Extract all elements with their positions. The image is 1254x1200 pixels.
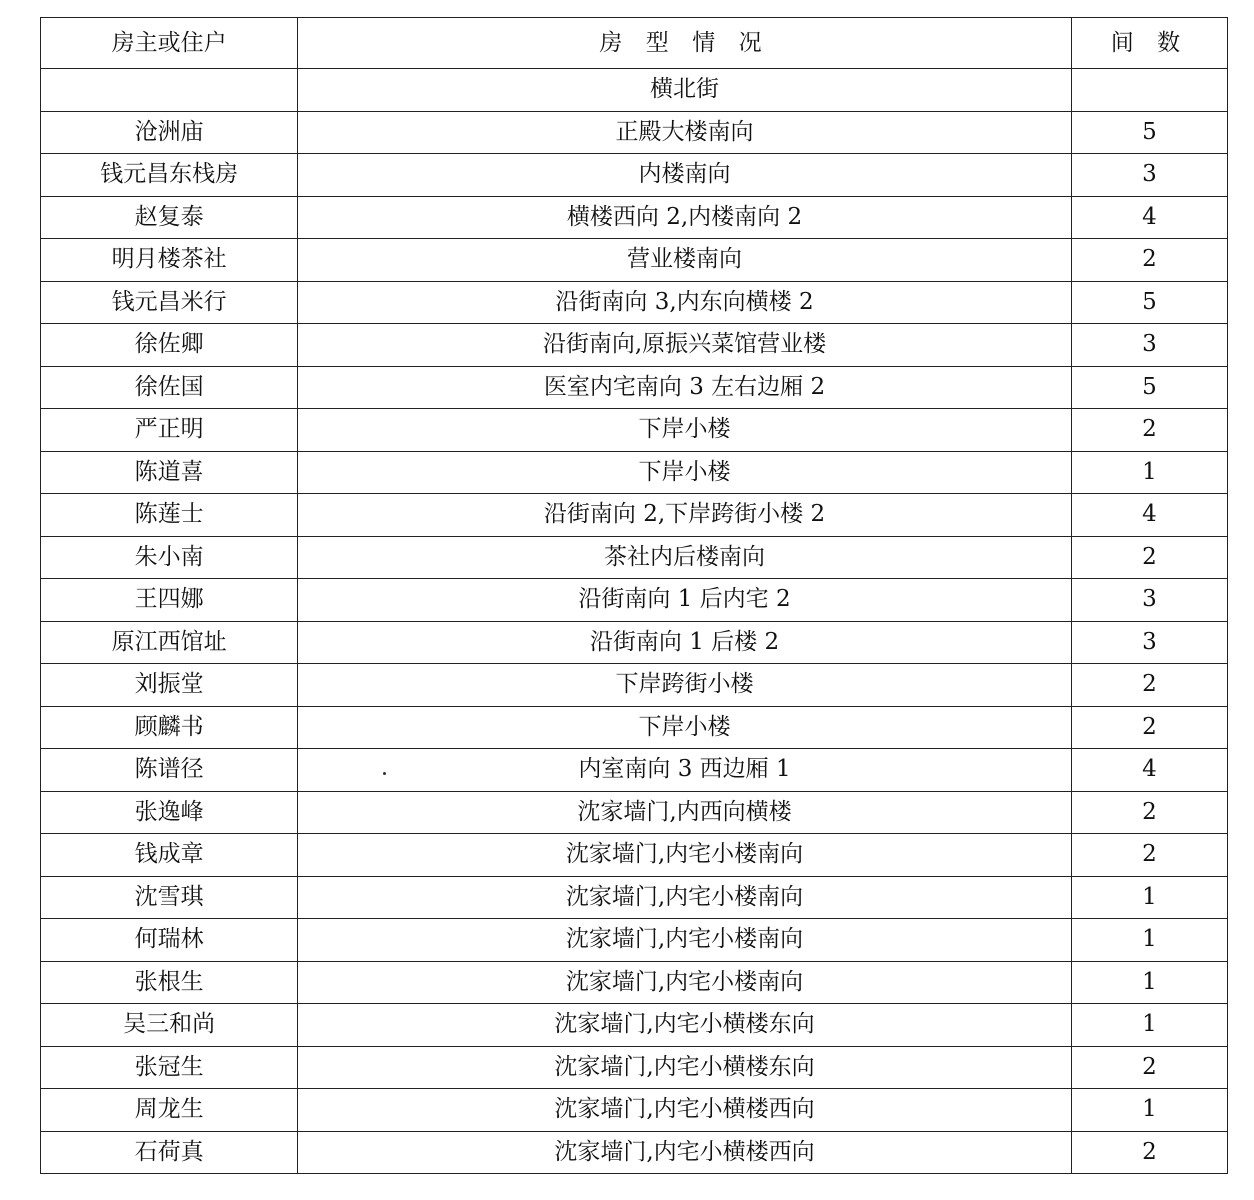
description-cell: 沈家墙门,内宅小楼南向 [298,919,1072,962]
table-row [41,409,1228,452]
table-row [41,1089,1228,1132]
owner-cell: 陈莲士 [41,494,298,537]
table-row [41,536,1228,579]
description-cell: 沈家墙门,内宅小楼南向 [298,961,1072,1004]
count-cell: 2 [1071,791,1227,834]
table-row [41,451,1228,494]
description-cell: 下岸小楼 [298,451,1072,494]
owner-cell: 刘振堂 [41,664,298,707]
description-cell: 沿街南向 1 后内宅 2 [298,579,1072,622]
count-cell: 4 [1071,494,1227,537]
count-cell: 1 [1071,1089,1227,1132]
owner-cell: 钱元昌东栈房 [41,154,298,197]
header-row [41,18,1228,69]
table-row [41,876,1228,919]
owner-cell: 徐佐国 [41,366,298,409]
table-row [41,281,1228,324]
table-row [41,749,1228,792]
table-row [41,919,1228,962]
description-cell: 下岸小楼 [298,706,1072,749]
count-cell: 1 [1071,919,1227,962]
owner-cell: 周龙生 [41,1089,298,1132]
description-cell: 内室南向 3 西边厢 1 [298,749,1072,792]
table-row [41,111,1228,154]
description-cell: 沈家墙门,内宅小横楼东向 [298,1046,1072,1089]
description-cell: 正殿大楼南向 [298,111,1072,154]
table-row [41,1004,1228,1047]
section-title: 横北街 [298,69,1072,112]
table-row [41,239,1228,282]
description-cell: 沈家墙门,内西向横楼 [298,791,1072,834]
count-cell: 1 [1071,961,1227,1004]
count-cell: 5 [1071,366,1227,409]
owner-cell: 王四娜 [41,579,298,622]
owner-cell: 沈雪琪 [41,876,298,919]
count-cell: 2 [1071,409,1227,452]
count-cell: 4 [1071,196,1227,239]
section-owner-empty [41,69,298,112]
description-cell: 沿街南向,原振兴菜馆营业楼 [298,324,1072,367]
description-cell: 沈家墙门,内宅小横楼西向 [298,1131,1072,1174]
header-count: 间 数 [1071,18,1227,69]
description-cell: 沈家墙门,内宅小横楼西向 [298,1089,1072,1132]
owner-cell: 陈谱径 [41,749,298,792]
description-cell: 横楼西向 2,内楼南向 2 [298,196,1072,239]
owner-cell: 沧洲庙 [41,111,298,154]
owner-cell: 钱成章 [41,834,298,877]
description-cell: 沈家墙门,内宅小楼南向 [298,834,1072,877]
description-cell: 下岸跨街小楼 [298,664,1072,707]
table-row [41,324,1228,367]
count-cell: 2 [1071,834,1227,877]
table-row [41,1046,1228,1089]
stray-mark [383,772,386,775]
table-row [41,154,1228,197]
count-cell: 1 [1071,1004,1227,1047]
description-cell: 沈家墙门,内宅小横楼东向 [298,1004,1072,1047]
count-cell: 3 [1071,579,1227,622]
owner-cell: 赵复泰 [41,196,298,239]
header-description: 房 型 情 况 [298,18,1072,69]
owner-cell: 张根生 [41,961,298,1004]
count-cell: 3 [1071,154,1227,197]
table-row [41,366,1228,409]
count-cell: 5 [1071,281,1227,324]
description-cell: 沈家墙门,内宅小楼南向 [298,876,1072,919]
count-cell: 3 [1071,324,1227,367]
table-row [41,621,1228,664]
table-row [41,834,1228,877]
section-count-empty [1071,69,1227,112]
count-cell: 1 [1071,876,1227,919]
count-cell: 1 [1071,451,1227,494]
description-cell: 沿街南向 1 后楼 2 [298,621,1072,664]
owner-cell: 顾麟书 [41,706,298,749]
table-row [41,961,1228,1004]
count-cell: 2 [1071,1131,1227,1174]
owner-cell: 徐佐卿 [41,324,298,367]
description-cell: 下岸小楼 [298,409,1072,452]
owner-cell: 张冠生 [41,1046,298,1089]
count-cell: 4 [1071,749,1227,792]
owner-cell: 朱小南 [41,536,298,579]
description-cell: 医室内宅南向 3 左右边厢 2 [298,366,1072,409]
count-cell: 2 [1071,239,1227,282]
table-row [41,494,1228,537]
table-row [41,791,1228,834]
section-row [41,69,1228,112]
table-row [41,664,1228,707]
count-cell: 2 [1071,706,1227,749]
owner-cell: 原江西馆址 [41,621,298,664]
table-row [41,579,1228,622]
table-row [41,196,1228,239]
owner-cell: 明月楼茶社 [41,239,298,282]
owner-cell: 吴三和尚 [41,1004,298,1047]
owner-cell: 严正明 [41,409,298,452]
description-cell: 营业楼南向 [298,239,1072,282]
owner-cell: 石荷真 [41,1131,298,1174]
count-cell: 2 [1071,664,1227,707]
owner-cell: 钱元昌米行 [41,281,298,324]
description-cell: 沿街南向 2,下岸跨街小楼 2 [298,494,1072,537]
description-cell: 内楼南向 [298,154,1072,197]
count-cell: 2 [1071,1046,1227,1089]
count-cell: 3 [1071,621,1227,664]
table-row [41,1131,1228,1174]
count-cell: 2 [1071,536,1227,579]
owner-cell: 何瑞林 [41,919,298,962]
owner-cell: 张逸峰 [41,791,298,834]
count-cell: 5 [1071,111,1227,154]
table-row [41,706,1228,749]
owner-cell: 陈道喜 [41,451,298,494]
description-cell: 茶社内后楼南向 [298,536,1072,579]
description-cell: 沿街南向 3,内东向横楼 2 [298,281,1072,324]
header-owner: 房主或住户 [41,18,298,69]
housing-table [40,17,1228,1174]
